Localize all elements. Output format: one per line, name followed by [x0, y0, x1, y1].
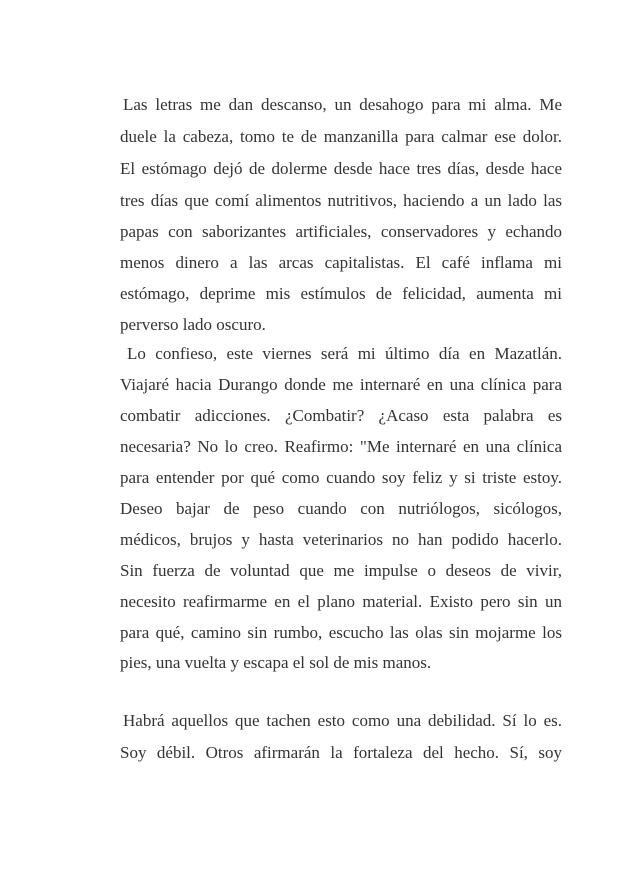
paragraph-2-line-7: médicos, brujos y hasta veterinarios no han podido hacerlo. [120, 530, 562, 549]
paragraph-1-line-7: estómago, deprime mis estímulos de felicidad, aumenta mi [120, 284, 562, 303]
paragraph-2-line-11: pies, una vuelta y escapa el sol de mis manos. [120, 653, 432, 672]
paragraph-1-line-4: tres días que comí alimentos nutritivos, haciendo a un lado las [120, 191, 562, 210]
paragraph-1-line-1: Las letras me dan descanso, un desahogo para mi alma. Me [123, 95, 562, 114]
paragraph-2-line-4: necesaria? No lo creo. Reafirmo: "Me internaré en una clínica [120, 437, 562, 456]
paragraph-1-line-3: El estómago dejó de dolerme desde hace tres días, desde hace [120, 159, 562, 178]
paragraph-2-line-2: Viajaré hacia Durango donde me internaré en una clínica para [120, 375, 562, 394]
paragraph-2-line-3: combatir adicciones. ¿Combatir? ¿Acaso esta palabra es [120, 406, 562, 425]
paragraph-2-line-6: Deseo bajar de peso cuando con nutriólogos, sicólogos, [120, 499, 562, 518]
paragraph-2-line-1: Lo confieso, este viernes será mi último día en Mazatlán. [127, 344, 562, 363]
paragraph-3-line-2: Soy débil. Otros afirmarán la fortaleza del hecho. Sí, soy [120, 743, 562, 762]
paragraph-2-line-8: Sin fuerza de voluntad que me impulse o deseos de vivir, [120, 561, 562, 580]
paragraph-1-line-6: menos dinero a las arcas capitalistas. El café inflama mi [120, 253, 562, 272]
paragraph-2-line-9: necesito reafirmarme en el plano material. Existo pero sin un [120, 592, 562, 611]
paragraph-1-line-5: papas con saborizantes artificiales, conservadores y echando [120, 222, 562, 241]
paragraph-3-line-1: Habrá aquellos que tachen esto como una debilidad. Sí lo es. [123, 711, 562, 730]
paragraph-1-line-2: duele la cabeza, tomo te de manzanilla para calmar ese dolor. [120, 127, 562, 146]
paragraph-2-line-5: para entender por qué como cuando soy feliz y si triste estoy. [120, 468, 562, 487]
paragraph-1-line-8: perverso lado oscuro. [120, 315, 266, 334]
paragraph-2-line-10: para qué, camino sin rumbo, escucho las olas sin mojarme los [120, 623, 562, 642]
